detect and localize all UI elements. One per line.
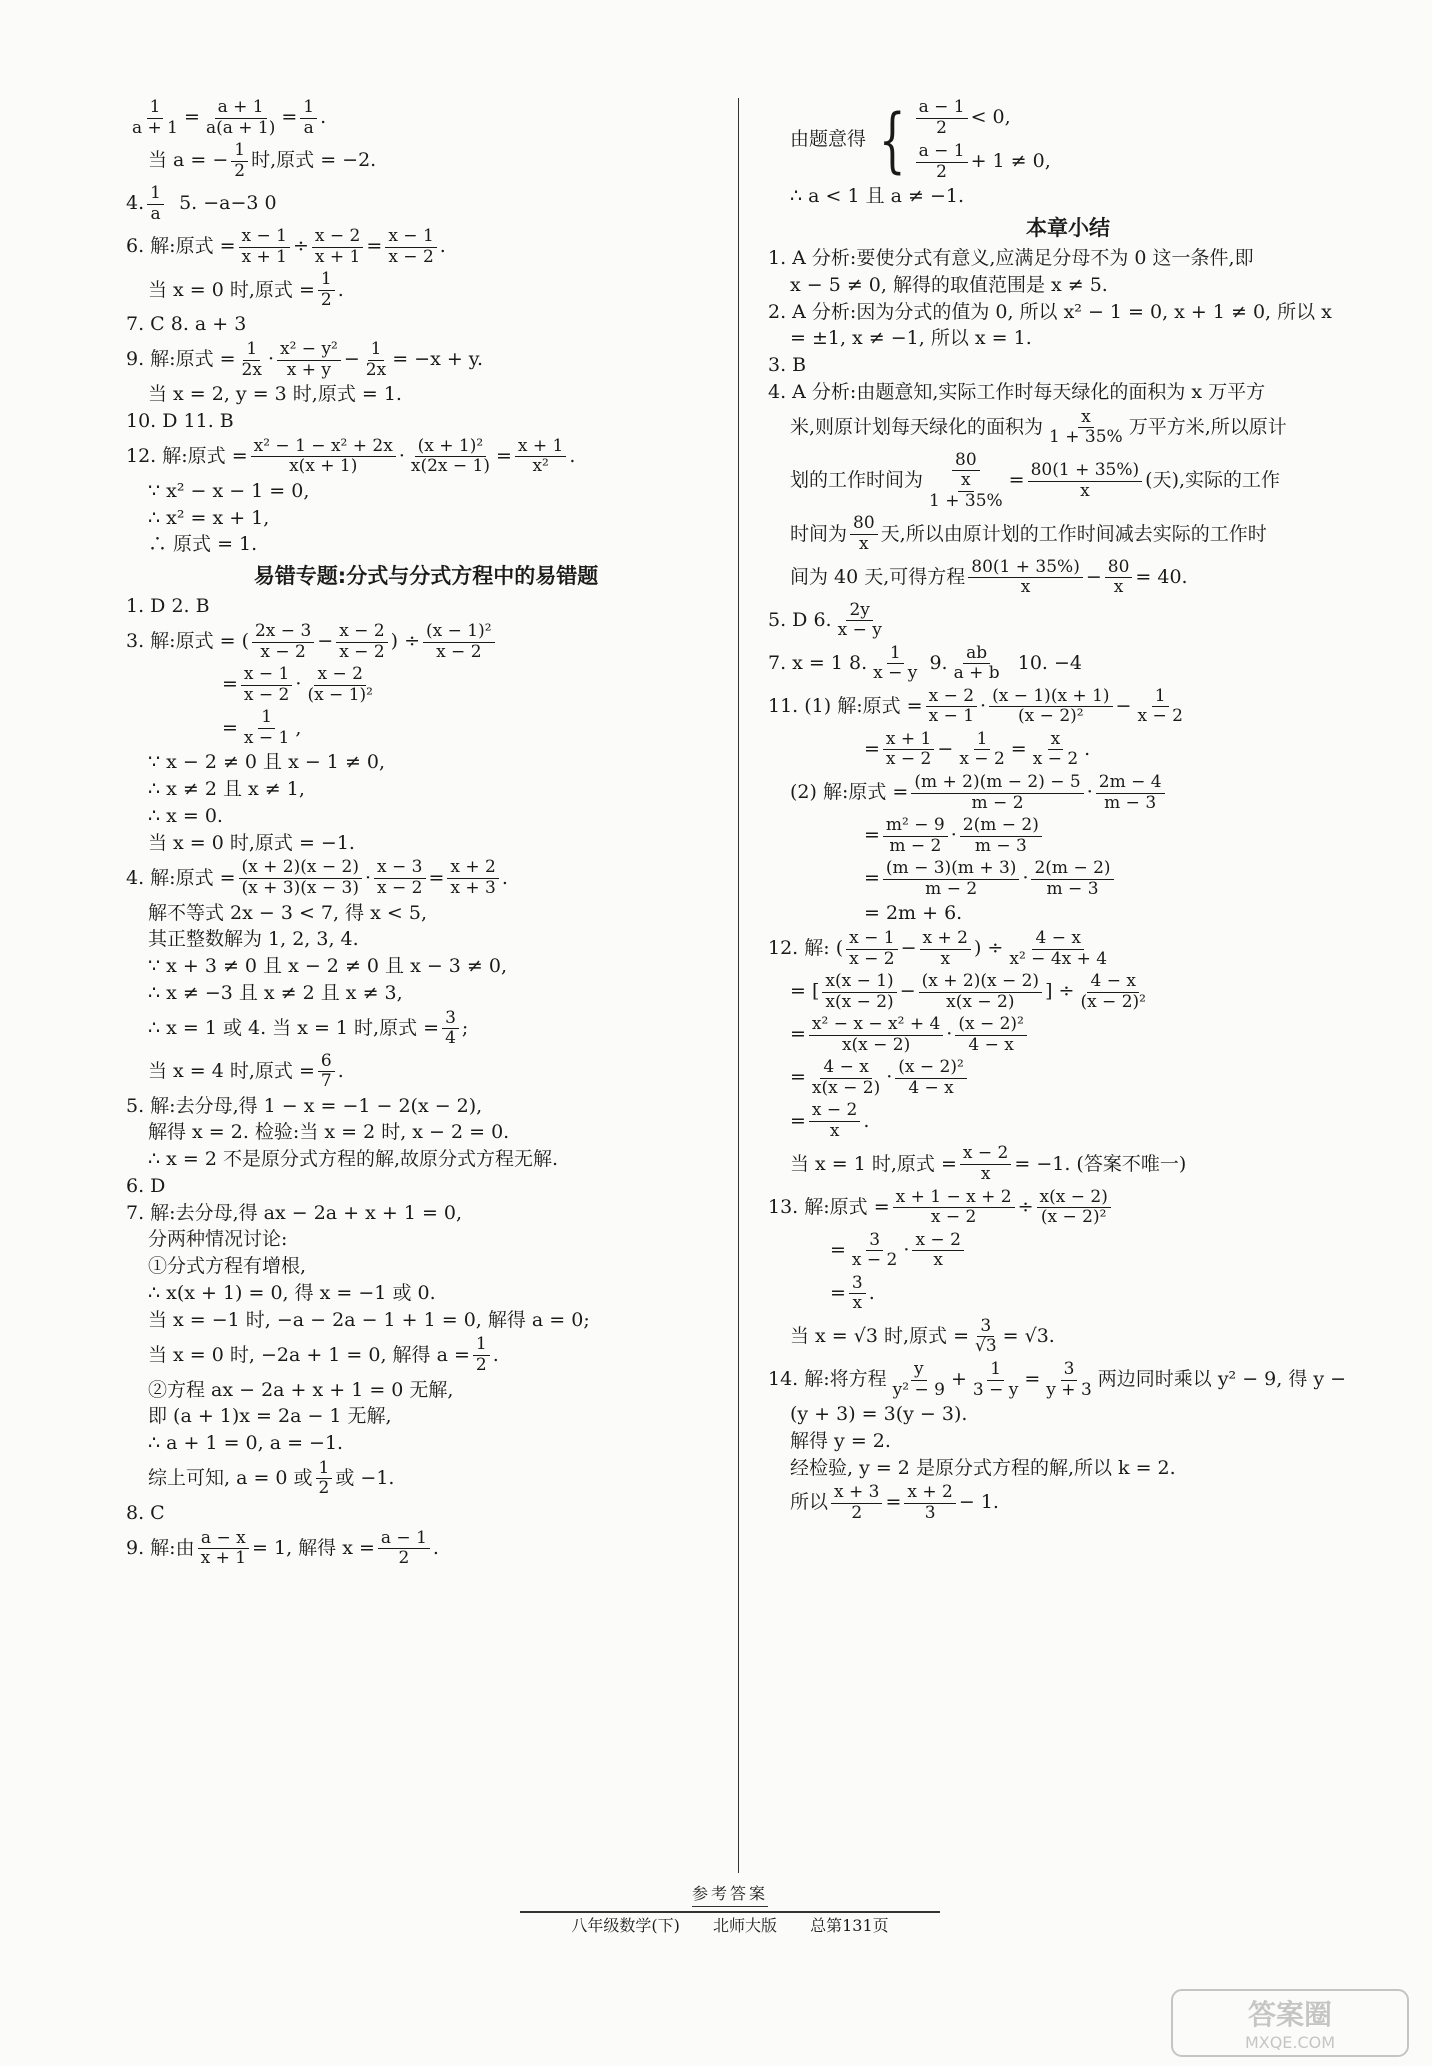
- answer-line: (2) 解:原式 = $\frac{(m + 2)(m - 2) - 5}{m - 2}$ · $\frac{2m - 4}{m - 3}$: [768, 773, 1368, 813]
- answer-line: 6. 解:原式 = $\frac{x - 1}{x + 1}$ ÷ $\frac{x - 2}{x + 1}$ = $\frac{x - 1}{x - 2}$ .: [126, 226, 446, 267]
- answer-line: = $\frac{1}{x - 1}$ ,: [222, 707, 302, 748]
- answer-line: ∴ x(x + 1) = 0, 得 x = −1 或 0.: [148, 1281, 436, 1304]
- answer-line: 分两种情况讨论:: [148, 1228, 288, 1251]
- answer-line: 3. 解:原式 = ( $\frac{2x - 3}{x - 2}$ − $\frac{x - 2}{x - 2}$ ) ÷ $\frac{\text{(x − 1)²}}{x - 2}$: [126, 622, 726, 662]
- answer-line: 当 a = − $\frac{1}{2}$ 时,原式 = −2.: [148, 140, 377, 181]
- answer-line: = $\frac{3}{x - 2}$ · $\frac{x - 2}{x}$: [768, 1231, 1368, 1271]
- answer-line: = $\frac{(m - 3)(m + 3)}{m - 2}$ · $\frac{2(m - 2)}{m - 3}$: [768, 859, 1368, 899]
- answer-line: 1. A 分析:要使分式有意义,应满足分母不为 0 这一条件,即: [768, 247, 1254, 270]
- answer-line: 7. 解:去分母,得 ax − 2a + x + 1 = 0,: [126, 1201, 463, 1224]
- answer-line: ∴ x ≠ 2 且 x ≠ 1,: [148, 778, 305, 801]
- footer-grade: 八年级数学(下): [571, 1916, 680, 1935]
- answer-line: 11. (1) 解:原式 = $\frac{x - 2}{x - 1}$ · $\frac{(x - 1)(x + 1)}{\text{(x − 2)²}}$ − $\frac{1}{x - 2}$: [768, 685, 1183, 727]
- page-footer: [520, 1882, 940, 1936]
- answer-line: 1. D 2. B: [126, 595, 210, 618]
- watermark-logo: [1170, 1988, 1410, 2058]
- answer-line: 当 x = −1 时, −a − 2a − 1 + 1 = 0, 解得 a = 0;: [148, 1308, 590, 1331]
- answer-line: ①分式方程有增根,: [148, 1255, 307, 1278]
- answer-line: = 2m + 6.: [864, 902, 963, 925]
- answer-line: 4. $\frac{1}{a}$ 5. −a−3 0: [126, 183, 277, 224]
- watermark-text: 答案圈: [1247, 1998, 1333, 2031]
- answer-line: = ±1, x ≠ −1, 所以 x = 1.: [790, 327, 1032, 350]
- answer-line: = $\frac{4 - x}{x(x - 2)}$ · $\frac{\text{(x − 2)²}}{4 - x}$: [768, 1058, 1368, 1098]
- answer-line: = $\frac{3}{x}$ .: [830, 1272, 875, 1314]
- answer-line: 9. 解:原式 = $\frac{1}{2x}$ · $\frac{\text{x² − y²}}{x + y}$ − $\frac{1}{2x}$ = −x + y.: [126, 339, 484, 380]
- system-of-inequalities: { $\frac{a - 1}{2}$ < 0, $\frac{a - 1}{2}$ + 1 ≠ 0,: [878, 97, 1051, 182]
- answer-line: 米,则原计划每天绿化的面积为 $\frac{x}{1 + 35\%}$ 万平方米,所以原计: [790, 406, 1287, 448]
- answer-line: ∴ a < 1 且 a ≠ −1.: [790, 185, 964, 208]
- answer-line: 9. 解:由 $\frac{a - x}{x + 1}$ = 1, 解得 x = $\frac{a - 1}{2}$ .: [126, 1527, 439, 1569]
- right-column: [768, 95, 1368, 1526]
- answer-line: 14. 解:将方程 $\frac{y}{\text{y² − 9}}$ + $\frac{1}{3 - y}$ = $\frac{3}{y + 3}$ 两边同时乘以 y² − 9, 得 y −: [768, 1358, 1347, 1400]
- fraction: $\frac{1}{a + 1}$: [132, 97, 179, 138]
- answer-line: 当 x = 0 时,原式 = −1.: [148, 831, 355, 854]
- answer-line: 4. 解:原式 = $\frac{(x + 2)(x - 2)}{(x + 3)(x - 3)}$ · $\frac{x - 3}{x - 2}$ = $\frac{x + 2}{x + 3}$ .: [126, 857, 508, 898]
- answer-line: ∴ x = 1 或 4. 当 x = 1 时,原式 = $\frac{3}{4}$ ;: [148, 1007, 469, 1049]
- answer-line: 7. C 8. a + 3: [126, 313, 247, 336]
- answer-line: = $\frac{x + 1}{x - 2}$ − $\frac{1}{x - 2}$ = $\frac{x}{x - 2}$ .: [864, 728, 1091, 770]
- answer-line: 6. D: [126, 1174, 166, 1197]
- answer-line: ∴ 原式 = 1.: [148, 533, 258, 556]
- answer-line: 当 x = 0 时, −2a + 1 = 0, 解得 a = $\frac{1}{2}$ .: [148, 1334, 499, 1376]
- page-number: 总第131页: [810, 1916, 889, 1935]
- answer-line: 经检验, y = 2 是原分式方程的解,所以 k = 2.: [790, 1456, 1176, 1479]
- answer-line: (y + 3) = 3(y − 3).: [790, 1403, 968, 1426]
- answer-line: $\frac{1}{a + 1}$ = $\frac{a + 1}{a(a + 1)}$ = $\frac{1}{a}$ .: [126, 98, 726, 138]
- answer-line: ∵ x − 2 ≠ 0 且 x − 1 ≠ 0,: [148, 751, 386, 774]
- answer-line: ∴ x = 2 不是原分式方程的解,故原分式方程无解.: [148, 1148, 559, 1171]
- answer-line: 13. 解:原式 = $\frac{x + 1 - x + 2}{x - 2}$ ÷ $\frac{x(x - 2)}{\text{(x − 2)²}}$: [768, 1188, 1368, 1228]
- answer-line: ∵ x² − x − 1 = 0,: [148, 479, 310, 502]
- answer-line: 当 x = 0 时,原式 = $\frac{1}{2}$ .: [148, 269, 344, 310]
- answer-line: 解得 x = 2. 检验:当 x = 2 时, x − 2 = 0.: [148, 1121, 510, 1144]
- footer-edition: 北师大版: [712, 1916, 777, 1935]
- answer-line: 时间为 $\frac{80}{x}$ 天,所以由原计划的工作时间减去实际的工作时: [790, 513, 1267, 554]
- answer-line: ∴ x = 0.: [148, 804, 223, 827]
- answer-line: 7. x = 1 8. $\frac{1}{x - y}$ 9. $\frac{ab}{a + b}$ 10. −4: [768, 642, 1083, 684]
- answer-line: 4. A 分析:由题意知,实际工作时每天绿化的面积为 x 万平方: [768, 380, 1266, 403]
- answer-line: 2. A 分析:因为分式的值为 0, 所以 x² − 1 = 0, x + 1 ≠ 0, 所以 x: [768, 300, 1332, 323]
- footer-title: 参考答案: [692, 1884, 768, 1907]
- compound-fraction: 80 x 1 + 35%: [929, 449, 1003, 511]
- answer-line: 当 x = 2, y = 3 时,原式 = 1.: [148, 383, 402, 406]
- answer-line: 由题意得 { $\frac{a - 1}{2}$ < 0, $\frac{a - 1}{2}$ + 1 ≠ 0,: [790, 97, 1051, 182]
- answer-line: 8. C: [126, 1501, 165, 1524]
- answer-line: 其正整数解为 1, 2, 3, 4.: [148, 928, 359, 951]
- answer-line: = $\frac{x - 1}{x - 2}$ · $\frac{x - 2}{\text{(x − 1)²}}$: [222, 664, 373, 705]
- answer-line: ∴ a + 1 = 0, a = −1.: [148, 1432, 344, 1455]
- answer-line: ∵ x + 3 ≠ 0 且 x − 2 ≠ 0 且 x − 3 ≠ 0,: [148, 955, 507, 978]
- answer-line: 解不等式 2x − 3 < 7, 得 x < 5,: [148, 901, 427, 924]
- answer-line: 5. D 6. $\frac{2y}{x - y}$: [768, 599, 882, 641]
- answer-line: = $\frac{\text{x² − x − x² + 4}}{x(x - 2)}$ · $\frac{\text{(x − 2)²}}{4 - x}$: [768, 1015, 1368, 1055]
- answer-line: = $\frac{\text{m² − 9}}{m - 2}$ · $\frac{2(m - 2)}{m - 3}$: [768, 816, 1368, 856]
- section-title: 本章小结: [1026, 215, 1110, 240]
- answer-line: x − 5 ≠ 0, 解得的取值范围是 x ≠ 5.: [790, 273, 1108, 296]
- answer-line: 解得 y = 2.: [790, 1429, 891, 1452]
- answer-line: ∴ x ≠ −3 且 x ≠ 2 且 x ≠ 3,: [148, 981, 403, 1004]
- answer-line: 间为 40 天,可得方程 $\frac{80(1 + 35\%)}{x}$ − $\frac{80}{x}$ = 40.: [790, 556, 1188, 598]
- left-column: [126, 95, 726, 1572]
- section-title: 易错专题:分式与分式方程中的易错题: [253, 564, 599, 589]
- answer-line: 划的工作时间为 80 x 1 + 35% = $\frac{80(1 + 35\%)}{x}$ (天),实际的工作: [790, 449, 1281, 511]
- column-divider: [738, 98, 739, 1873]
- answer-line: 当 x = 4 时,原式 = $\frac{6}{7}$ .: [148, 1050, 344, 1092]
- fraction: $\frac{a + 1}{a(a + 1)}$: [205, 97, 276, 138]
- fraction: $\frac{1}{a}$: [300, 98, 317, 138]
- answer-line: 10. D 11. B: [126, 410, 234, 433]
- footer-info: [520, 1911, 940, 1936]
- answer-line: 12. 解:原式 = $\frac{\text{x² − 1 − x² + 2x}}{x(x + 1)}$ · $\frac{\text{(x + 1)²}}{x(2x - 1)}$ = $\frac{x + 1}{\text{x²}}$ .: [126, 435, 576, 477]
- answer-line: 12. 解: ( $\frac{x - 1}{x - 2}$ − $\frac{x + 2}{x}$ ) ÷ $\frac{4 - x}{\text{x² − 4x + 4}}$: [768, 928, 1108, 969]
- answer-line: 当 x = √3 时,原式 = $\frac{3}{√3}$ = √3.: [790, 1315, 1055, 1357]
- answer-line: 综上可知, a = 0 或 $\frac{1}{2}$ 或 −1.: [148, 1457, 395, 1499]
- answer-line: ∴ x² = x + 1,: [148, 506, 270, 529]
- answer-line: = $\frac{x - 2}{x}$ .: [790, 1100, 870, 1141]
- answer-line: ②方程 ax − 2a + x + 1 = 0 无解,: [148, 1378, 454, 1401]
- answer-line: 即 (a + 1)x = 2a − 1 无解,: [148, 1405, 392, 1428]
- answer-line: = [ $\frac{x(x - 1)}{x(x - 2)}$ − $\frac{(x + 2)(x - 2)}{x(x - 2)}$ ] ÷ $\frac{4 - x}{\text{(x − 2)²}}$: [790, 971, 1146, 1012]
- answer-line: 所以 $\frac{x + 3}{2}$ = $\frac{x + 2}{3}$ − 1.: [790, 1482, 999, 1523]
- answer-line: 当 x = 1 时,原式 = $\frac{x - 2}{x}$ = −1. (答案不唯一): [790, 1143, 1187, 1185]
- answer-line: 5. 解:去分母,得 1 − x = −1 − 2(x − 2),: [126, 1094, 483, 1117]
- answer-line: 3. B: [768, 354, 807, 377]
- watermark-url: MXQE.COM: [1244, 2033, 1336, 2052]
